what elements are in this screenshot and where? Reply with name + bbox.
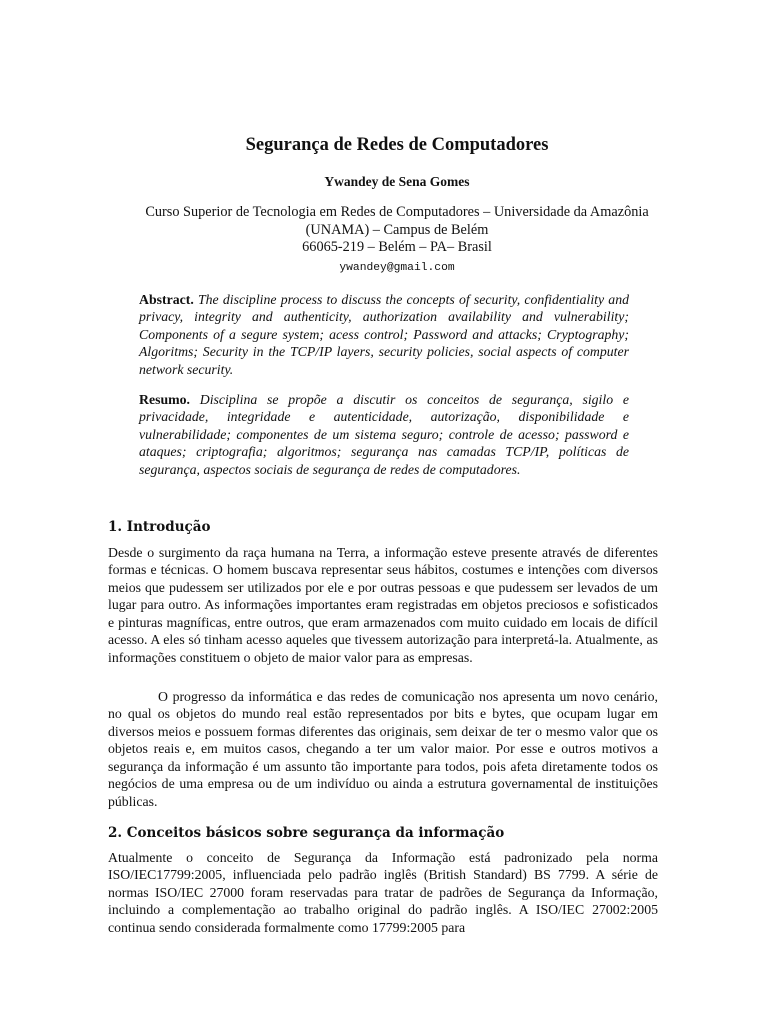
body-paragraph: Desde o surgimento da raça humana na Terra, a informação esteve presente através de diferentes formas e técnicas. O homem buscava representar seus hábitos, costumes e intenções com diversos meios que pudessem ser utilizados por ele e por outras pessoas e que pudessem ser levados de um lugar para outro. As informações importantes eram registradas em objetos preciosos e sofisticados e pinturas magníficas, entre outros, que eram armazenados com muito cuidado em locais de difícil acesso. A eles só tinham acesso aqueles que tivessem autorização para interpretá-la. Atualmente, as informações constituem o objeto de maior valor para as empresas. (108, 545, 658, 665)
resumo (139, 391, 629, 478)
affiliation-line: Curso Superior de Tecnologia em Redes de Computadores – Universidade da Amazônia (145, 204, 649, 220)
abstract-text: The discipline process to discuss the concepts of security, confidentiality and privacy, integrity and authenticity, authorization availability and vulnerability; Components of a segure system; acess control; Password and attacks; Cryptography; Algoritms; Security in the TCP/IP layers, security policies, social aspects of computer network security. (139, 292, 629, 377)
resumo-text: Disciplina se propõe a discutir os conceitos de segurança, sigilo e privacidade, integridade e autenticidade, autorização, disponibilidade e vulnerabilidade; componentes de um sistema seguro; controle de acesso; password e ataques; criptografia; algoritmos; segurança nas camadas TCP/IP, políticas de segurança, aspectos sociais de segurança de redes de computadores. (139, 392, 629, 477)
body-paragraph: Atualmente o conceito de Segurança da Informação está padronizado pela norma ISO/IEC17799:2005, influenciada pelo padrão inglês (British Standard) BS 7799. A série de normas ISO/IEC 27000 foram reservadas para tratar de padrões de Segurança da Informação, incluindo a complementação ao trabalho original do padrão inglês. A ISO/IEC 27002:2005 continua sendo considerada formalmente como 17799:2005 para (108, 850, 658, 935)
affiliation-line: 66065-219 – Belém – PA– Brasil (302, 239, 492, 255)
abstract (139, 291, 629, 378)
section-heading: 1. Introdução (108, 519, 211, 535)
author-name: Ywandey de Sena Gomes (324, 174, 470, 189)
resumo-label: Resumo. (139, 392, 190, 407)
affiliation-line: (UNAMA) – Campus de Belém (305, 221, 489, 238)
body-paragraph: O progresso da informática e das redes de comunicação nos apresenta um novo cenário, no qual os objetos do mundo real estão representados por bits e bytes, que ocupam lugar em diversos meios e possuem formas diferentes das originais, sem deixar de ter o mesmo valor que os objetos reais e, em muitos casos, chegando a ter um valor maior. Por esse e outros motivos a segurança da informação é um assunto tão importante para todos, pois afeta diretamente todos os negócios de uma empresa ou de um indivíduo ou ainda a estrutura governamental de instituições públicas. (108, 689, 658, 809)
affiliation (80, 204, 714, 257)
author-email: ywandey@gmail.com (339, 262, 455, 274)
abstract-label: Abstract. (139, 292, 194, 307)
section-heading: 2. Conceitos básicos sobre segurança da informação (108, 825, 505, 841)
paper-title: Segurança de Redes de Computadores (245, 135, 549, 155)
